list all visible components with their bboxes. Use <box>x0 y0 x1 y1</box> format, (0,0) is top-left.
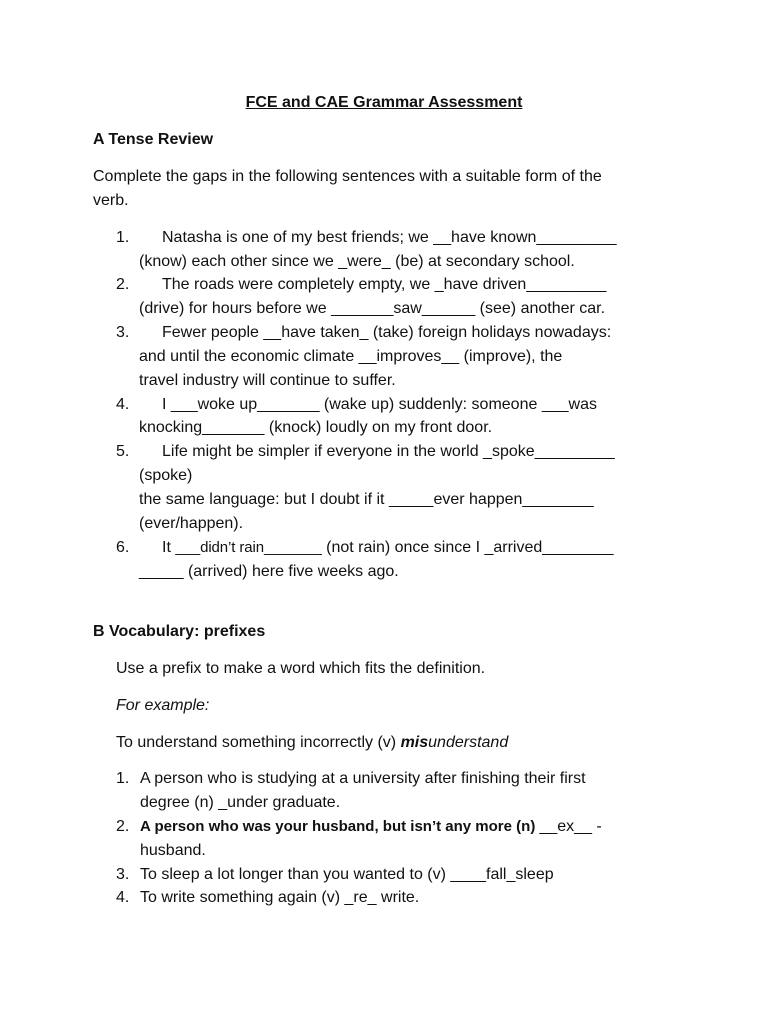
item-number: 2. <box>116 276 130 293</box>
sentence-text: To write something again (v) <box>140 889 345 906</box>
section-a-instruction-line1: Complete the gaps in the following sentences with a suitable form of the <box>93 168 602 185</box>
answer-fill: _____ever happen________ <box>388 491 594 508</box>
sentence-text: the same language: but I doubt if it <box>139 491 389 508</box>
item-number: 1. <box>116 229 130 246</box>
tense-item-5-line2: (spoke) <box>139 467 193 484</box>
sentence-text: (drive) for hours before we <box>139 300 332 317</box>
item-number: 3. <box>116 324 130 341</box>
tense-item-5-line3 <box>139 488 594 512</box>
answer-fill: _______saw______ <box>331 300 476 317</box>
example-prefix: mis <box>400 734 429 751</box>
prefix-item-1-line2 <box>140 791 340 815</box>
item-number: 3. <box>116 866 130 883</box>
section-b-heading: B Vocabulary: prefixes <box>93 623 266 640</box>
sentence-text: (be) at secondary school. <box>390 253 575 270</box>
sentence-text: (wake up) suddenly: someone <box>319 396 542 413</box>
example-rest: understand <box>428 734 509 751</box>
tense-item-5-line4: (ever/happen). <box>139 515 244 532</box>
tense-item-3-line3: travel industry will continue to suffer. <box>139 372 396 389</box>
sentence-text: A person who is studying at a university after finishing their first <box>140 770 586 787</box>
answer-fill: ___was <box>541 396 597 413</box>
section-a-instruction-line2: verb. <box>93 192 129 209</box>
answer-fill: __improves__ <box>358 348 460 365</box>
item-number: 6. <box>116 539 130 556</box>
answer-fill: _have driven_________ <box>434 276 607 293</box>
answer-fill: ___woke up_______ <box>170 396 320 413</box>
page-title: FCE and CAE Grammar Assessment <box>245 94 523 111</box>
section-a-heading: A Tense Review <box>93 131 214 148</box>
sentence-text: A person who was your husband, but isn’t any more (n) <box>140 818 540 835</box>
prefix-item-1-line1 <box>116 767 586 791</box>
answer-fill: _were_ <box>338 253 391 270</box>
example-label: For example: <box>116 697 210 714</box>
tense-item-6-line2 <box>139 560 399 584</box>
answer-fill: __have taken_ <box>263 324 369 341</box>
sentence-text: I <box>162 396 171 413</box>
tense-item-2-line2 <box>139 297 605 321</box>
sentence-text: - <box>591 818 602 835</box>
answer-fill: __ex__ <box>539 818 592 835</box>
sentence-text: graduate. <box>268 794 341 811</box>
prefix-item-4-line1 <box>116 886 419 910</box>
item-number: 4. <box>116 889 130 906</box>
sentence-text: The roads were completely empty, we <box>162 276 435 293</box>
answer-fill: _spoke_________ <box>483 443 615 460</box>
answer-fill: knocking_______ <box>139 419 265 436</box>
sentence-text: (improve), the <box>459 348 563 365</box>
sentence-text: (see) another car. <box>475 300 606 317</box>
answer-fill: _re_ <box>344 889 377 906</box>
prefix-item-2-line2: husband. <box>140 842 206 859</box>
sentence-text: Fewer people <box>162 324 264 341</box>
sentence-text: To sleep a lot longer than you wanted to (v) <box>140 866 451 883</box>
example-line <box>116 731 508 755</box>
prefix-item-2-line1 <box>116 815 602 839</box>
answer-fill: _____ <box>139 563 184 580</box>
tense-item-4-line1 <box>116 393 597 417</box>
tense-item-5-line1 <box>116 440 615 464</box>
sentence-text: It <box>162 539 176 556</box>
sentence-text: (not rain) once since I <box>321 539 485 556</box>
tense-item-6-line1 <box>116 536 613 560</box>
sentence-text: and until the economic climate <box>139 348 359 365</box>
tense-item-1-line1 <box>116 226 617 250</box>
tense-item-1-line2 <box>139 250 575 274</box>
section-b-instruction: Use a prefix to make a word which fits the definition. <box>116 660 486 677</box>
item-number: 4. <box>116 396 130 413</box>
prefix-item-3-line1 <box>116 863 554 887</box>
answer-fill: _arrived________ <box>484 539 614 556</box>
example-text: To understand something incorrectly (v) <box>116 734 401 751</box>
sentence-text: sleep <box>515 866 554 883</box>
tense-item-4-line2 <box>139 416 492 440</box>
item-number: 5. <box>116 443 130 460</box>
tense-item-3-line1 <box>116 321 611 345</box>
answer-fill: __have known_________ <box>433 229 617 246</box>
sentence-text: (arrived) here five weeks ago. <box>183 563 399 580</box>
sentence-text: (know) each other since we <box>139 253 339 270</box>
answer-fill: _under <box>218 794 269 811</box>
item-number: 2. <box>116 818 130 835</box>
tense-item-2-line1 <box>116 273 606 297</box>
item-number: 1. <box>116 770 130 787</box>
answer-fill: ___didn’t rain_______ <box>175 539 322 556</box>
sentence-text: Natasha is one of my best friends; we <box>162 229 434 246</box>
answer-fill: ____fall_ <box>450 866 516 883</box>
sentence-text: (knock) loudly on my front door. <box>264 419 493 436</box>
sentence-text: write. <box>376 889 420 906</box>
tense-item-3-line2 <box>139 345 562 369</box>
sentence-text: Life might be simpler if everyone in the world <box>162 443 484 460</box>
sentence-text: (take) foreign holidays nowadays: <box>368 324 612 341</box>
sentence-text: degree (n) <box>140 794 219 811</box>
